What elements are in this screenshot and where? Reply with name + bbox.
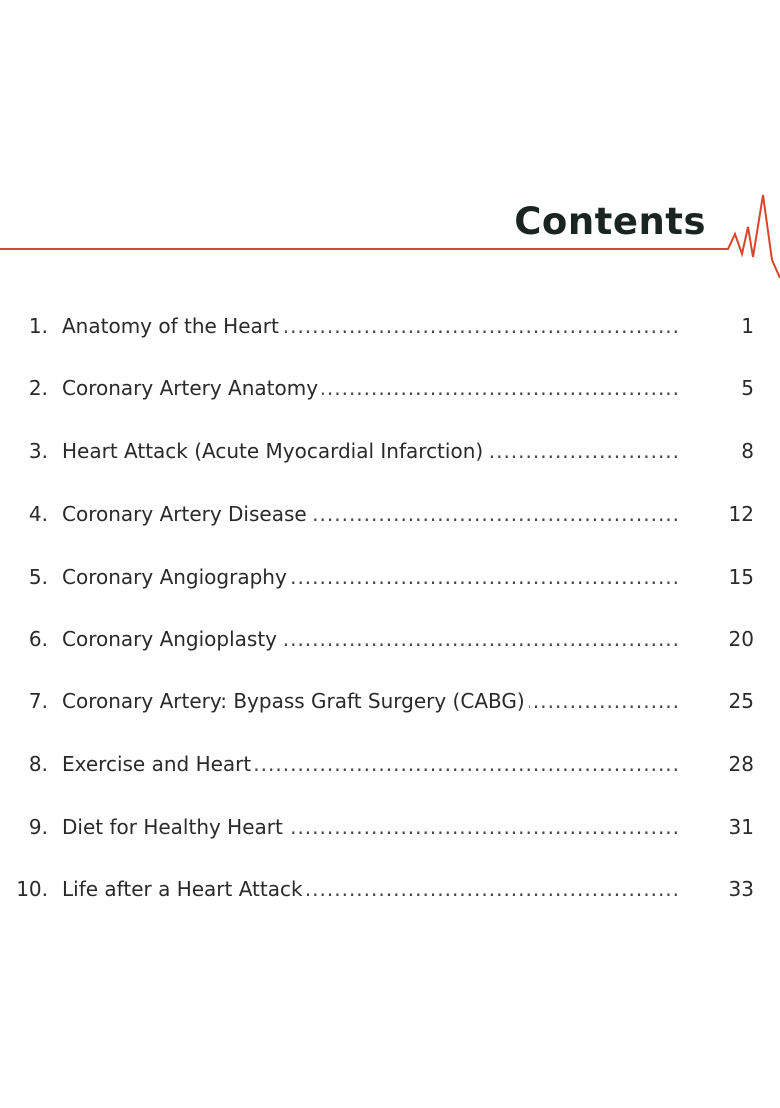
entry-title-leader [62, 439, 678, 463]
toc-entry[interactable] [0, 815, 780, 845]
entry-number: 10. [16, 877, 48, 901]
entry-number: 6. [28, 627, 48, 651]
entry-title-leader [62, 314, 678, 338]
entry-title: Coronary Artery Disease [62, 502, 311, 526]
toc-entry[interactable] [0, 502, 780, 532]
toc-entry[interactable] [0, 627, 780, 657]
entry-number: 8. [28, 752, 48, 776]
toc-entry[interactable] [0, 752, 780, 782]
toc-entry[interactable] [0, 439, 780, 469]
entry-title-leader [62, 815, 678, 839]
entry-title: Coronary Artery: Bypass Graft Surgery (CABG) [62, 689, 529, 713]
heartbeat-line-icon [0, 180, 780, 290]
entry-page: 33 [728, 877, 754, 901]
entry-number: 7. [28, 689, 48, 713]
entry-title: Heart Attack (Acute Myocardial Infarction) [62, 439, 487, 463]
entry-title-leader [62, 502, 678, 526]
entry-number: 5. [28, 565, 48, 589]
entry-title-leader [62, 877, 678, 901]
page-title: Contents [514, 200, 706, 243]
entry-title: Coronary Angioplasty [62, 627, 281, 651]
toc-entry[interactable] [0, 689, 780, 719]
entry-page: 31 [728, 815, 754, 839]
entry-title-leader [62, 627, 678, 651]
entry-title-leader [62, 376, 678, 400]
entry-page: 25 [728, 689, 754, 713]
entry-page: 15 [728, 565, 754, 589]
entry-title-leader [62, 752, 678, 776]
entry-title: Coronary Angiography [62, 565, 291, 589]
entry-page: 28 [728, 752, 754, 776]
entry-number: 1. [28, 314, 48, 338]
entry-title-leader [62, 565, 678, 589]
entry-number: 4. [28, 502, 48, 526]
entry-title: Life after a Heart Attack [62, 877, 307, 901]
entry-page: 8 [741, 439, 754, 463]
entry-title: Diet for Healthy Heart [62, 815, 287, 839]
entry-page: 5 [741, 376, 754, 400]
entry-number: 2. [28, 376, 48, 400]
toc-entry[interactable] [0, 314, 780, 344]
entry-title: Exercise and Heart [62, 752, 255, 776]
toc-entry[interactable] [0, 376, 780, 406]
entry-title: Anatomy of the Heart [62, 314, 283, 338]
toc-entry[interactable] [0, 877, 780, 907]
toc-entry[interactable] [0, 565, 780, 595]
entry-number: 9. [28, 815, 48, 839]
entry-title: Coronary Artery Anatomy [62, 376, 322, 400]
entry-page: 12 [728, 502, 754, 526]
entry-number: 3. [28, 439, 48, 463]
entry-page: 1 [741, 314, 754, 338]
entry-title-leader [62, 689, 678, 713]
entry-page: 20 [728, 627, 754, 651]
